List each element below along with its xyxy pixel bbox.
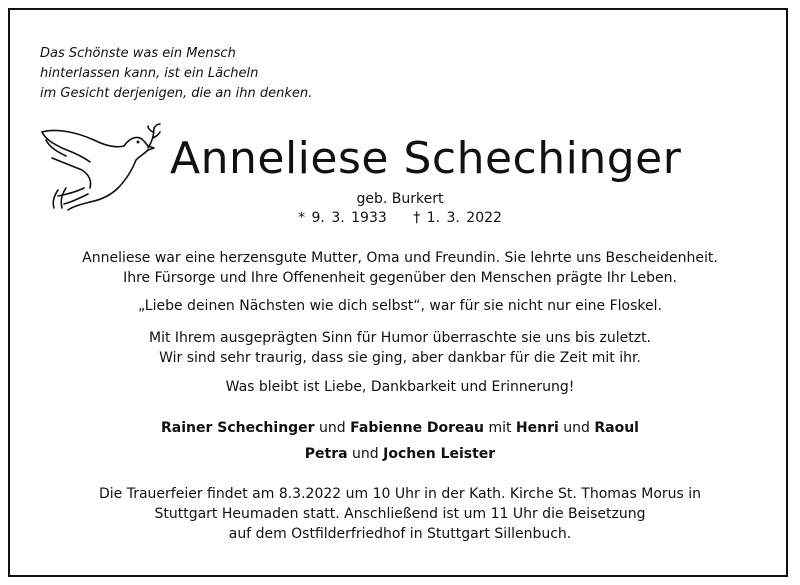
tribute-paragraph-2 [0, 296, 800, 316]
family-name: Fabienne Doreau [350, 420, 484, 436]
maiden-name: geb. Burkert [356, 191, 444, 207]
death-date: † 1. 3. 2022 [413, 210, 502, 226]
conjunction: mit [484, 420, 516, 436]
tribute-paragraph-3 [0, 328, 800, 368]
memorial-quote [40, 44, 312, 104]
deceased-name: Anneliese Schechinger [170, 133, 682, 184]
text-line: Stuttgart Heumaden statt. Anschließend ist um 11 Uhr die Beisetzung [154, 506, 646, 522]
family-name: Rainer Schechinger [161, 420, 315, 436]
family-name: Petra [304, 446, 348, 462]
text-line: „Liebe deinen Nächsten wie dich selbst“, war für sie nicht nur eine Floskel. [138, 298, 662, 314]
family-name: Henri [515, 420, 559, 436]
quote-line: hinterlassen kann, ist ein Lächeln [40, 66, 259, 81]
text-line: Mit Ihrem ausgeprägten Sinn für Humor überraschte sie uns bis zuletzt. [148, 330, 652, 346]
text-line: Anneliese war eine herzensgute Mutter, Oma und Freundin. Sie lehrte uns Bescheidenheit. [82, 250, 718, 266]
conjunction: und [347, 446, 384, 462]
family-name: Jochen Leister [383, 446, 496, 462]
text-line: auf dem Ostfilderfriedhof in Stuttgart Sillenbuch. [228, 526, 572, 542]
conjunction: und [558, 420, 595, 436]
quote-line: im Gesicht derjenigen, die an ihn denken. [40, 86, 313, 101]
quote-line: Das Schönste was ein Mensch [40, 46, 236, 61]
family-line-2 [0, 444, 800, 464]
conjunction: und [314, 420, 351, 436]
family-name: Raoul [594, 420, 639, 436]
text-line: Was bleibt ist Liebe, Dankbarkeit und Erinnerung! [225, 379, 575, 395]
funeral-info [0, 484, 800, 544]
text-line: Ihre Fürsorge und Ihre Offenenheit gegenüber den Menschen prägte Ihr Leben. [123, 270, 677, 286]
birth-date: * 9. 3. 1933 [298, 210, 387, 226]
tribute-paragraph-4 [0, 377, 800, 397]
text-line: Wir sind sehr traurig, dass sie ging, aber dankbar für die Zeit mit ihr. [159, 350, 641, 366]
text-line: Die Trauerfeier findet am 8.3.2022 um 10 Uhr in der Kath. Kirche St. Thomas Morus in [98, 486, 702, 502]
tribute-paragraph-1 [0, 248, 800, 288]
family-line-1 [0, 418, 800, 438]
life-dates [0, 208, 800, 228]
